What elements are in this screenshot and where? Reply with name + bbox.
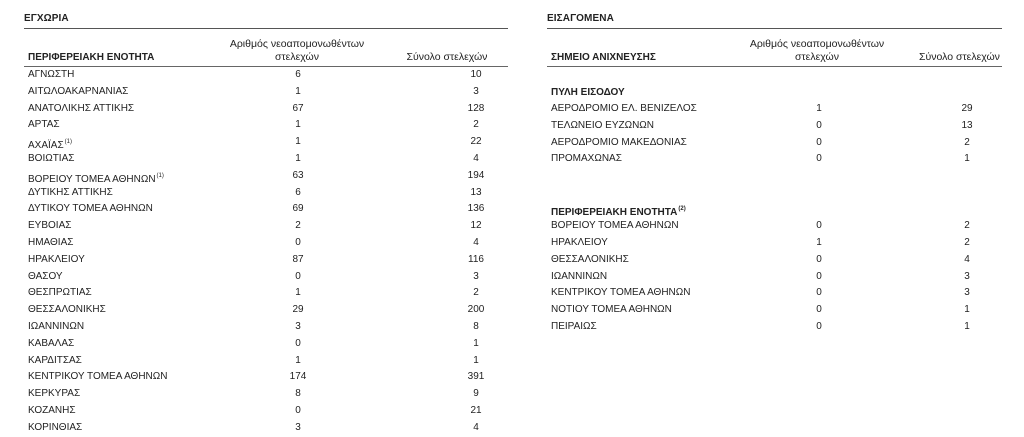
total-strains-value: 29 <box>961 103 973 114</box>
row-label <box>28 269 63 286</box>
new-isolates-value: 29 <box>292 304 304 316</box>
new-isolates-value: 1 <box>295 287 301 299</box>
row-label <box>28 319 84 336</box>
header-total-strains: Σύνολο στελεχών <box>406 51 488 63</box>
new-isolates-value: 0 <box>816 220 822 232</box>
new-isolates-value: 69 <box>292 203 304 215</box>
total-strains-value: 2 <box>964 236 970 248</box>
total-strains-value: 1 <box>473 337 479 349</box>
new-isolates-value: 3 <box>295 421 301 433</box>
row-label-text: ΚΑΡΔΙΤΣΑΣ <box>28 354 82 366</box>
table-row <box>24 201 508 218</box>
row-label-text: ΚΑΒΑΛΑΣ <box>28 337 75 349</box>
imported-header <box>547 31 1002 67</box>
table-row <box>24 168 508 185</box>
new-isolates-value: 0 <box>816 304 822 316</box>
new-isolates-value: 0 <box>295 404 301 416</box>
spacer <box>547 168 1002 201</box>
footnote-marker: (1) <box>156 172 164 179</box>
row-label <box>28 67 74 84</box>
total-strains-value: 1 <box>964 153 970 165</box>
row-label <box>28 336 74 353</box>
total-strains-value: 2 <box>473 119 479 131</box>
total-strains-value: 2 <box>964 136 970 148</box>
new-isolates-value: 0 <box>816 153 822 165</box>
new-isolates-value: 1 <box>295 85 301 97</box>
total-strains-value: 1 <box>964 320 970 332</box>
row-label-text: ΑΙΤΩΛΟΑΚΑΡΝΑΝΙΑΣ <box>28 85 129 97</box>
table-row <box>547 235 1002 252</box>
header-regional-unit: ΠΕΡΙΦΕΡΕΙΑΚΗ ΕΝΟΤΗΤΑ <box>28 52 155 63</box>
row-label <box>551 302 672 319</box>
header-new-isolates <box>732 38 902 64</box>
table-row <box>547 101 1002 118</box>
new-isolates-value: 0 <box>295 270 301 282</box>
table-row <box>24 218 508 235</box>
row-label <box>551 218 679 235</box>
new-isolates-value: 67 <box>292 102 304 114</box>
total-strains-value: 4 <box>473 152 479 164</box>
table-row <box>24 185 508 202</box>
row-label-text: ΕΥΒΟΙΑΣ <box>28 220 72 232</box>
row-label <box>551 235 608 252</box>
footnote-marker: (2) <box>678 206 686 213</box>
row-label-text: ΒΟΡΕΙΟΥ ΤΟΜΕΑ ΑΘΗΝΩΝ <box>28 173 156 185</box>
total-strains-value: 3 <box>473 85 479 97</box>
table-row <box>24 403 508 420</box>
domestic-header <box>24 31 508 67</box>
total-strains-value: 21 <box>470 404 482 416</box>
row-label-text: ΔΥΤΙΚΟΥ ΤΟΜΕΑ ΑΘΗΝΩΝ <box>28 203 153 215</box>
row-label-text: ΘΕΣΣΑΛΟΝΙΚΗΣ <box>28 304 106 316</box>
new-isolates-value: 0 <box>295 236 301 248</box>
row-label <box>551 269 607 286</box>
total-strains-value: 4 <box>473 421 479 433</box>
new-isolates-value: 0 <box>816 136 822 148</box>
row-label <box>28 117 60 134</box>
row-label-text: ΘΑΣΟΥ <box>28 270 63 282</box>
total-strains-value: 12 <box>470 220 482 232</box>
row-label-text: ΚΕΡΚΥΡΑΣ <box>28 388 81 400</box>
total-strains-value: 128 <box>467 102 485 114</box>
total-strains-value: 136 <box>467 203 485 215</box>
row-label-text: ΚΕΝΤΡΙΚΟΥ ΤΟΜΕΑ ΑΘΗΝΩΝ <box>28 371 168 383</box>
total-strains-value: 3 <box>964 287 970 299</box>
row-label <box>28 302 106 319</box>
total-strains-value: 200 <box>467 304 485 316</box>
table-row <box>24 235 508 252</box>
spacer <box>547 67 1002 84</box>
row-label-text: ΒΟΡΕΙΟΥ ΤΟΜΕΑ ΑΘΗΝΩΝ <box>551 220 679 232</box>
header-detection-point: ΣΗΜΕΙΟ ΑΝΙΧΝΕΥΣΗΣ <box>551 52 656 63</box>
imported-title: ΕΙΣΑΓΟΜΕΝΑ <box>547 10 1002 29</box>
new-isolates-value: 1 <box>816 236 822 248</box>
table-row <box>547 118 1002 135</box>
header-new-isolates-line2: στελεχών <box>795 51 839 63</box>
row-label-text: ΚΟΖΑΝΗΣ <box>28 404 76 416</box>
row-label-text: ΘΕΣΣΑΛΟΝΙΚΗΣ <box>551 253 629 265</box>
total-strains-value: 13 <box>470 186 482 198</box>
total-strains-value: 8 <box>473 320 479 332</box>
new-isolates-value: 3 <box>295 320 301 332</box>
header-new-isolates-line1: Αριθμός νεοαπομονωθέντων <box>749 38 885 50</box>
new-isolates-value: 0 <box>816 253 822 265</box>
total-strains-value: 194 <box>467 169 485 181</box>
row-label <box>28 185 113 202</box>
row-label-text: ΚΕΝΤΡΙΚΟΥ ΤΟΜΕΑ ΑΘΗΝΩΝ <box>551 287 691 299</box>
regional-unit-subheading-text: ΠΕΡΙΦΕΡΕΙΑΚΗ ΕΝΟΤΗΤΑ <box>551 207 678 219</box>
row-label <box>28 403 76 420</box>
row-label <box>551 135 687 152</box>
header-new-isolates <box>212 38 382 64</box>
new-isolates-value: 63 <box>292 169 304 181</box>
row-label-text: ΚΟΡΙΝΘΙΑΣ <box>28 421 83 433</box>
new-isolates-value: 1 <box>295 119 301 131</box>
row-label <box>551 285 690 302</box>
new-isolates-value: 174 <box>289 371 307 383</box>
total-strains-value: 4 <box>473 236 479 248</box>
row-label-text: ΑΓΝΩΣΤΗ <box>28 69 75 80</box>
row-label <box>551 319 597 336</box>
new-isolates-value: 6 <box>295 186 301 198</box>
table-row <box>24 302 508 319</box>
row-label-text: ΗΜΑΘΙΑΣ <box>28 236 74 248</box>
footnote-marker: (1) <box>64 139 72 146</box>
table-row <box>24 84 508 101</box>
new-isolates-value: 0 <box>816 320 822 332</box>
row-label <box>28 84 128 101</box>
total-strains-value: 1 <box>473 354 479 366</box>
row-label-text: ΗΡΑΚΛΕΙΟΥ <box>28 253 85 265</box>
row-label <box>28 420 82 437</box>
total-strains-value: 2 <box>964 220 970 232</box>
imported-table <box>547 10 1002 336</box>
row-label <box>551 252 629 269</box>
table-row <box>547 269 1002 286</box>
table-row <box>547 218 1002 235</box>
new-isolates-value: 0 <box>816 287 822 299</box>
header-new-isolates-line2: στελεχών <box>275 51 319 63</box>
new-isolates-value: 0 <box>816 270 822 282</box>
total-strains-value: 9 <box>473 388 479 400</box>
total-strains-value: 116 <box>468 253 484 265</box>
table-row <box>24 151 508 168</box>
new-isolates-value: 2 <box>295 220 301 232</box>
row-label <box>28 235 73 252</box>
total-strains-value: 4 <box>964 253 970 265</box>
table-row <box>24 117 508 134</box>
row-label-text: ΔΥΤΙΚΗΣ ΑΤΤΙΚΗΣ <box>28 186 113 198</box>
table-row <box>24 285 508 302</box>
new-isolates-value: 0 <box>295 337 301 349</box>
regional-unit-subheading <box>547 201 1002 218</box>
table-row <box>547 151 1002 168</box>
domestic-table <box>24 10 508 437</box>
table-row <box>547 135 1002 152</box>
row-label <box>28 386 80 403</box>
regional-unit-rows <box>547 218 1002 336</box>
table-row <box>547 285 1002 302</box>
row-label-text: ΙΩΑΝΝΙΝΩΝ <box>28 320 85 332</box>
row-label-text: ΘΕΣΠΡΩΤΙΑΣ <box>28 287 92 299</box>
row-label-text: ΑΧΑΪΑΣ <box>28 140 64 152</box>
row-label-text: ΑΝΑΤΟΛΙΚΗΣ ΑΤΤΙΚΗΣ <box>28 102 135 114</box>
table-row <box>24 67 508 84</box>
row-label-text: ΑΕΡΟΔΡΟΜΙΟ ΕΛ. ΒΕΝΙΖΕΛΟΣ <box>551 103 697 114</box>
row-label-text: ΝΟΤΙΟΥ ΤΟΜΕΑ ΑΘΗΝΩΝ <box>551 304 672 316</box>
header-new-isolates-line1: Αριθμός νεοαπομονωθέντων <box>229 38 365 50</box>
total-strains-value: 391 <box>467 371 485 383</box>
table-row <box>24 269 508 286</box>
entry-gate-rows <box>547 101 1002 168</box>
row-label <box>28 252 85 269</box>
row-label <box>28 369 167 386</box>
row-label-text: ΠΡΟΜΑΧΩΝΑΣ <box>551 153 622 165</box>
table-row <box>24 420 508 437</box>
row-label-text: ΙΩΑΝΝΙΝΩΝ <box>551 270 608 282</box>
row-label <box>551 101 697 118</box>
total-strains-value: 3 <box>473 270 479 282</box>
total-strains-value: 10 <box>470 69 482 80</box>
row-label-text: ΗΡΑΚΛΕΙΟΥ <box>551 236 608 248</box>
header-total-strains: Σύνολο στελεχών <box>919 51 1000 63</box>
new-isolates-value: 87 <box>292 253 304 265</box>
new-isolates-value: 1 <box>295 136 301 148</box>
table-row <box>547 319 1002 336</box>
total-strains-value: 13 <box>961 119 973 131</box>
row-label-text: ΒΟΙΩΤΙΑΣ <box>28 152 75 164</box>
new-isolates-value: 8 <box>295 388 301 400</box>
new-isolates-value: 1 <box>295 354 301 366</box>
row-label <box>28 101 134 118</box>
row-label <box>28 218 71 235</box>
row-label <box>28 201 153 218</box>
table-row <box>24 336 508 353</box>
total-strains-value: 22 <box>470 136 482 148</box>
row-label <box>551 151 622 168</box>
row-label-text: ΠΕΙΡΑΙΩΣ <box>551 320 597 332</box>
row-label-text: ΤΕΛΩΝΕΙΟ ΕΥΖΩΝΩΝ <box>551 119 655 131</box>
total-strains-value: 1 <box>964 304 970 316</box>
table-row <box>24 252 508 269</box>
new-isolates-value: 0 <box>816 119 822 131</box>
entry-gate-subheading: ΠΥΛΗ ΕΙΣΟΔΟΥ <box>551 87 625 98</box>
new-isolates-value: 6 <box>295 69 301 80</box>
new-isolates-value: 1 <box>295 152 301 164</box>
table-row <box>24 353 508 370</box>
row-label-text: ΑΕΡΟΔΡΟΜΙΟ ΜΑΚΕΔΟΝΙΑΣ <box>551 136 687 148</box>
row-label <box>28 353 82 370</box>
table-row <box>24 101 508 118</box>
table-row <box>24 369 508 386</box>
new-isolates-value: 1 <box>816 103 822 114</box>
table-row <box>547 252 1002 269</box>
total-strains-value: 2 <box>473 287 479 299</box>
domestic-title: ΕΓΧΩΡΙΑ <box>24 10 508 29</box>
table-row <box>547 302 1002 319</box>
table-row <box>24 319 508 336</box>
row-label <box>28 151 74 168</box>
row-label <box>551 118 654 135</box>
row-label <box>28 285 92 302</box>
table-row <box>24 386 508 403</box>
table-row <box>24 134 508 151</box>
row-label-text: ΑΡΤΑΣ <box>28 119 60 131</box>
domestic-rows <box>24 67 508 437</box>
total-strains-value: 3 <box>964 270 970 282</box>
